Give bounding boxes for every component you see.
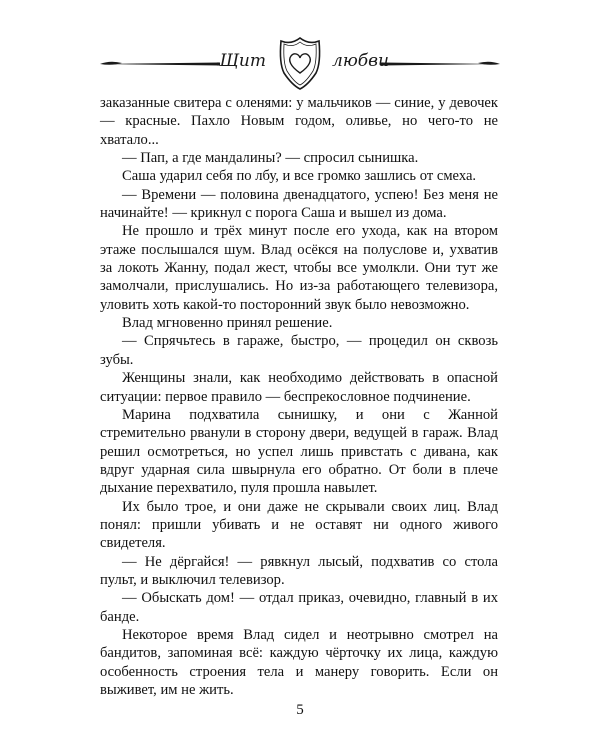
page-number: 5 [296, 702, 304, 718]
paragraph: Саша ударил себя по лбу, и все громко зашлись от смеха. [122, 168, 477, 185]
running-header [100, 33, 500, 93]
header-title-left: Щит [219, 51, 266, 71]
body-text [100, 94, 498, 699]
paragraph: — Не дёргайся! — рявкнул лысый, подхватив со стола пульт, и выключил телевизор. [100, 553, 498, 588]
paragraph: Не прошло и трёх минут после его ухода, как на втором этаже послышался шум. Влад осёкся на полуслове и, ухватив за локоть Жанну, подал жест, чтобы все умолкли. Они тут же замолчали, прислушались. Но из-за работающего телевизора, уловить хоть какой-то посторонний звук было невозможно. [100, 223, 498, 313]
heart-shield-icon [280, 38, 319, 89]
paragraph: — Спрячьтесь в гараже, быстро, — процедил он сквозь зубы. [100, 333, 498, 368]
paragraph: Их было трое, и они даже не скрывали своих лиц. Влад понял: пришли убивать и не оставят ни одного живого свидетеля. [100, 498, 498, 552]
paragraph: — Пап, а где мандалины? — спросил сынишка. [122, 150, 419, 167]
paragraph: — Обыскать дом! — отдал приказ, очевидно, главный в их банде. [100, 590, 498, 625]
paragraph: Женщины знали, как необходимо действовать в опасной ситуации: первое правило — беспрекословное подчинение. [100, 370, 498, 405]
paragraph: заказанные свитера с оленями: у мальчиков — синие, у девочек — красные. Пахло Новым годом, оливье, но чего-то не хватало... [100, 95, 498, 148]
paragraph: Влад мгновенно принял решение. [122, 315, 333, 332]
paragraph: Марина подхватила сынишку, и они с Жанной стремительно рванули в сторону двери, ведущей в гараж. Влад решил осмотреться, но успел лишь привстать с дивана, как вдруг ударная сила швырнула его обратно. От боли в плече дыхание перехватило, пуля прошла навылет. [100, 406, 498, 497]
header-title-right: любви [332, 51, 390, 71]
paragraph: — Времени — половина двенадцатого, успею! Без меня не начинайте! — крикнул с порога Саша и вышел из дома. [100, 186, 498, 222]
header-ornament [100, 33, 500, 93]
paragraph: Некоторое время Влад сидел и неотрывно смотрел на бандитов, запоминая всё: каждую чёрточку их лица, каждую особенность строения тела и манеру говорить. Если он выживет, им не жить. [100, 626, 498, 698]
